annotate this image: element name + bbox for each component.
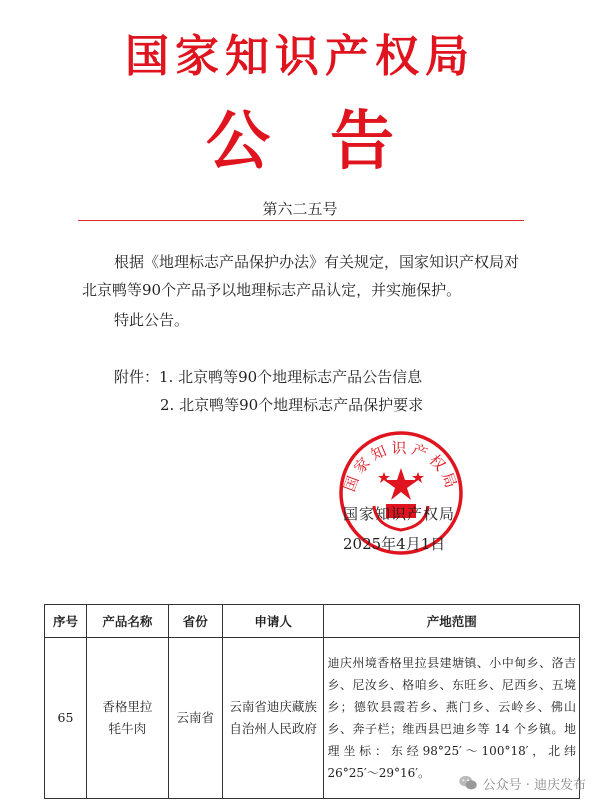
attachment-item-1	[114, 366, 422, 387]
cell-no: 65	[45, 638, 87, 799]
body-paragraph-2: 特此公告。	[114, 311, 190, 329]
watermark	[457, 772, 586, 794]
attachment-text-2: 2. 北京鸭等90个地理标志产品保护要求	[160, 396, 424, 414]
attachment-item-2	[160, 394, 423, 415]
issue-date: 2025年4月1日	[343, 535, 446, 553]
wechat-icon	[457, 772, 479, 794]
table-header-row	[45, 605, 580, 638]
cell-range: 迪庆州境香格里拉县建塘镇、小中甸乡、洛吉乡、尼汝乡、格咱乡、东旺乡、尼西乡、五境乡；德钦县霞若乡、燕门乡、云岭乡、佛山乡、奔子栏；维西县巴迪乡等 14 个乡镇。地理坐标：东经98°25′～100°18′，北纬 26°25′～29°16′。	[324, 638, 580, 799]
watermark-text: 公众号 · 迪庆发布	[482, 777, 586, 793]
cell-product: 香格里拉牦牛肉	[86, 638, 168, 799]
red-divider	[78, 220, 524, 221]
attachment-label: 附件：	[114, 368, 160, 386]
product-table	[44, 604, 580, 799]
notice-heading: 公告	[206, 105, 454, 179]
cell-province: 云南省	[168, 638, 222, 799]
header-province: 省份	[168, 605, 222, 638]
agency-title: 国家知识产权局	[125, 31, 475, 82]
body-paragraph-1: 根据《地理标志产品保护办法》有关规定，国家知识产权局对北京鸭等90个产品予以地理标志产品认定，并实施保护。	[82, 253, 520, 299]
attachment-text-1: 1. 北京鸭等90个地理标志产品公告信息	[159, 368, 423, 386]
header-range: 产地范围	[324, 605, 580, 638]
seal-arc-text: 国家知识产权局	[340, 439, 462, 494]
document-number: 第六二五号	[262, 200, 338, 218]
header-applicant: 申请人	[222, 605, 324, 638]
header-no: 序号	[45, 605, 87, 638]
cell-applicant: 云南省迪庆藏族自治州人民政府	[222, 638, 324, 799]
page-gap	[0, 568, 600, 604]
header-product: 产品名称	[86, 605, 168, 638]
issuer-name: 国家知识产权局	[343, 505, 456, 523]
